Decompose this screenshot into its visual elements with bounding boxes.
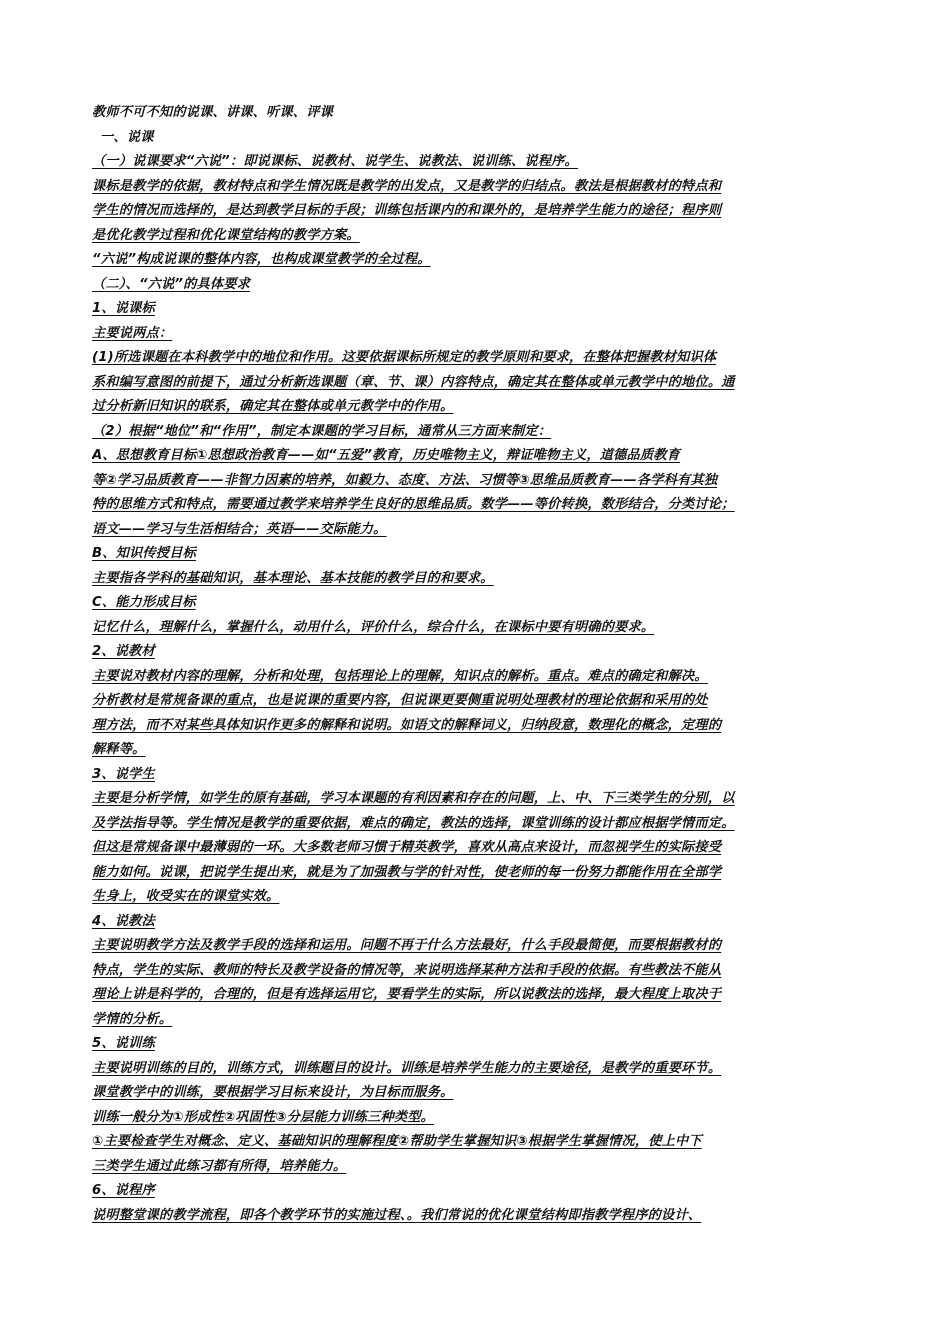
text-line-content: “六说”构成说课的整体内容，也构成课堂教学的全过程。 [92,252,431,267]
text-line [92,714,862,739]
text-line [92,150,862,175]
text-line-content: 6、说程序 [92,1183,155,1198]
text-line [92,224,862,249]
text-line [92,934,862,959]
text-line [92,787,862,812]
text-line-content: 课堂教学中的训练，要根据学习目标来设计，为目标而服务。 [92,1085,454,1100]
text-line [92,665,862,690]
text-line [92,616,862,641]
text-line [92,1130,862,1155]
text-line-content: （2）根据“地位”和“作用”，制定本课题的学习目标，通常从三方面来制定： [92,423,552,439]
text-line-content: 说明整堂课的教学流程，即各个教学环节的实施过程、。我们常说的优化课堂结构即指教学程序的设计、 [92,1207,702,1223]
text-line [92,959,862,984]
text-line-content: 生身上，收受实在的课堂实效。 [92,889,280,904]
text-line-content: 主要说对教材内容的理解，分析和处理，包括理论上的理解，知识点的解析。重点。难点的确定和解决。 [92,668,708,684]
text-line-content: 训练一般分为①形成性②巩固性③分层能力训练三种类型。 [92,1109,435,1125]
text-line [92,1057,862,1082]
text-line [92,738,862,763]
text-line [92,199,862,224]
text-line-content: A、思想教育目标①思想政治教育——如“五爱”教育，历史唯物主义，辩证唯物主义，道德品质教育 [92,448,681,463]
text-line-content: 能力如何。说课，把说学生提出来，就是为了加强教与学的针对性，使老师的每一份努力都能作用在全部学 [92,864,722,880]
text-line-content: 是优化教学过程和优化课堂结构的教学方案。 [92,227,360,243]
text-line [92,640,862,665]
text-line [92,1106,862,1131]
text-line [92,444,862,469]
document-page [92,101,862,1228]
text-line [92,1008,862,1033]
text-line-content: 2、说教材 [92,644,155,659]
text-line-content: 三类学生通过此练习都有所得，培养能力。 [92,1158,347,1174]
text-line-content: 学情的分析。 [92,1011,173,1027]
text-line [92,591,862,616]
text-line [92,322,862,347]
text-line-content: ①主要检查学生对概念、定义、基础知识的理解程度②帮助学生掌握知识③根据学生掌握情况，使上中下 [92,1134,702,1149]
text-line-content: 一、说课 [100,129,154,145]
text-line-content: 语文——学习与生活相结合；英语——交际能力。 [92,521,387,537]
text-line-content: 3、说学生 [92,766,155,782]
text-line [92,420,862,445]
text-line [92,126,862,151]
text-line [92,297,862,322]
text-line-content: 学生的情况而选择的，是达到教学目标的手段；训练包括课内的和课外的，是培养学生能力的途径；程序则 [92,203,722,218]
text-line-content: 理方法，而不对某些具体知识作更多的解释和说明。如语文的解释词义，归纳段意，数理化的概念，定理的 [92,717,722,733]
text-line-content: 主要说明训练的目的，训练方式，训练题目的设计。训练是培养学生能力的主要途径，是教学的重要环节。 [92,1060,722,1076]
text-line-content: 等②学习品质教育——非智力因素的培养，如毅力、态度、方法、习惯等③思维品质教育——各学科有其独 [92,472,718,488]
text-line [92,567,862,592]
text-line [92,518,862,543]
text-line-content: 主要说明教学方法及教学手段的选择和运用。问题不再于什么方法最好，什么手段最简便，而要根据教材的 [92,938,722,953]
text-line-content: 解释等。 [92,742,146,757]
text-line-content: 教师不可不知的说课、讲课、听课、评课 [92,105,333,120]
text-line [92,175,862,200]
text-line [92,861,862,886]
text-line [92,812,862,837]
text-line [92,836,862,861]
text-line [92,371,862,396]
text-line-content: 理论上讲是科学的，合理的，但是有选择运用它，要看学生的实际，所以说教法的选择，最大程度上取决于 [92,987,722,1002]
text-line [92,1081,862,1106]
text-line-content: 记忆什么，理解什么，掌握什么，动用什么，评价什么，综合什么，在课标中要有明确的要求。 [92,619,655,635]
text-line-content: 系和编写意图的前提下，通过分析新选课题（章、节、课）内容特点，确定其在整体或单元教学中的地位。通 [92,374,735,390]
text-line-content: （二）、“六说”的具体要求 [92,276,251,292]
text-line [92,983,862,1008]
text-line [92,248,862,273]
text-line-content: 主要是分析学情，如学生的原有基础，学习本课题的有利因素和存在的问题，上、中、下三类学生的分别，以 [92,791,735,806]
text-line [92,1204,862,1229]
text-line [92,346,862,371]
text-line [92,542,862,567]
text-line [92,763,862,788]
text-line [92,910,862,935]
text-line-content: 课标是教学的依据，教材特点和学生情况既是教学的出发点，又是教学的归结点。教法是根据教材的特点和 [92,178,722,194]
text-line-content: 但这是常规备课中最薄弱的一环。大多数老师习惯于精英教学，喜欢从高点来设计，而忽视学生的实际接受 [92,840,722,855]
text-line-content: 主要说两点： [92,325,173,341]
text-line [92,469,862,494]
text-line-content: 5、说训练 [92,1036,155,1051]
text-line-content: 主要指各学科的基础知识，基本理论、基本技能的教学目的和要求。 [92,570,494,586]
document-title [92,101,862,126]
text-line [92,493,862,518]
text-line [92,273,862,298]
text-line [92,1155,862,1180]
text-line [92,885,862,910]
text-line-content: B、知识传授目标 [92,546,196,561]
text-line-content: （一）说课要求“六说”：即说课标、说教材、说学生、说教法、说训练、说程序。 [92,154,578,169]
text-line-content: 及学法指导等。学生情况是教学的重要依据，难点的确定，教法的选择，课堂训练的设计都应根据学情而定。 [92,815,735,831]
text-line [92,689,862,714]
text-line-content: 4、说教法 [92,913,155,929]
text-line [92,1032,862,1057]
text-line-content: 分析教材是常规备课的重点，也是说课的重要内容，但说课更要侧重说明处理教材的理论依据和采用的处 [92,693,708,708]
text-line-content: C、能力形成目标 [92,595,196,610]
text-line-content: 特点，学生的实际、教师的特长及教学设备的情况等，来说明选择某种方法和手段的依据。有些教法不能从 [92,962,722,978]
text-line-content: 特的思维方式和特点，需要通过教学来培养学生良好的思维品质。数学——等价转换，数形结合，分类讨论； [92,497,735,512]
text-line-content: (1)所选课题在本科教学中的地位和作用。这要依据课标所规定的教学原则和要求，在整体把握教材知识体 [92,350,717,365]
text-line [92,1179,862,1204]
text-line [92,395,862,420]
text-line-content: 过分析新旧知识的联系，确定其在整体或单元教学中的作用。 [92,399,454,414]
text-line-content: 1、说课标 [92,301,155,316]
